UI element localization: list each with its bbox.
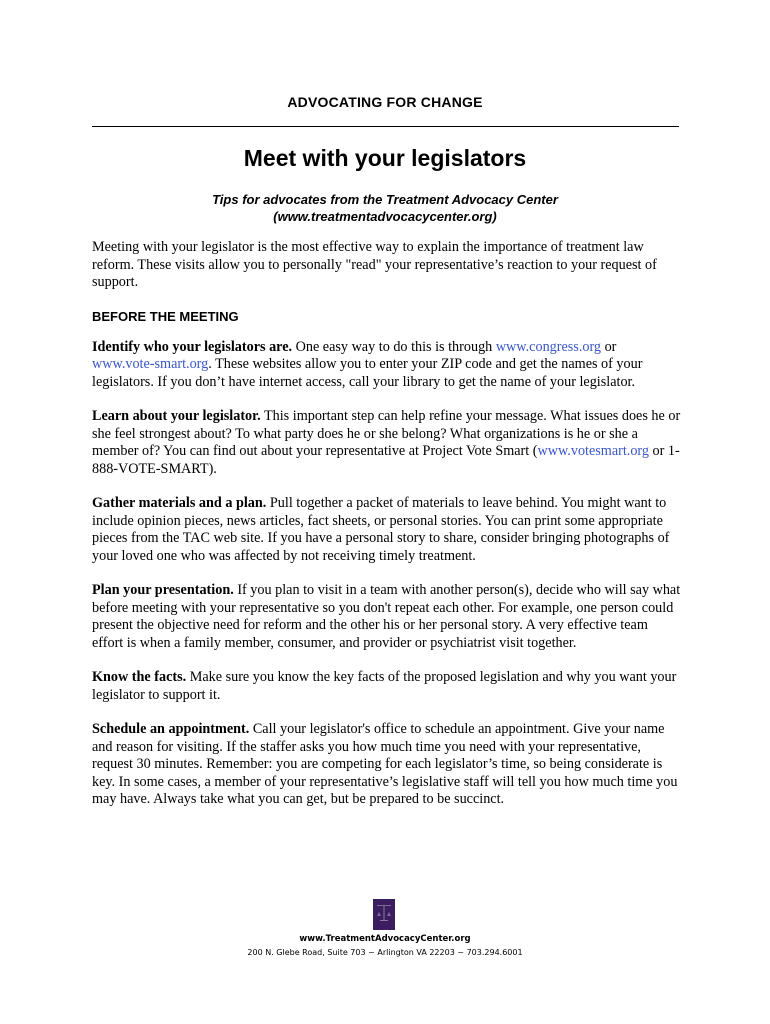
learn-text-2: or 1-888-VOTE-SMART). — [92, 443, 680, 477]
learn-text-1: This important step can help refine your message. What issues does he or she feel strongest about? To what party does he or she belong? What organizations is he or she a member of? You can find out about your representative at Project Vote Smart ( — [92, 408, 681, 459]
schedule-paragraph — [92, 721, 682, 809]
know-lead: Know the facts. — [92, 669, 187, 685]
section-header: ADVOCATING FOR CHANGE — [287, 94, 483, 110]
gather-paragraph — [92, 495, 682, 565]
votesmart-link[interactable]: www.votesmart.org — [537, 443, 649, 459]
footer-website[interactable]: www.TreatmentAdvocacyCenter.org — [299, 934, 471, 944]
gather-text: Pull together a packet of materials to leave behind. You might want to include opinion pieces, news articles, fact sheets, or personal stories. You can print some appropriate pieces from the TAC web site. If you have a personal story to share, consider bringing photographs of your loved one who was affected by not receiving timely treatment. — [92, 495, 670, 564]
congress-link[interactable]: www.congress.org — [495, 338, 602, 355]
footer — [92, 933, 678, 959]
schedule-lead: Schedule an appointment. — [92, 721, 250, 737]
identify-text-1: One easy way to do this is through — [292, 338, 496, 355]
plan-text: If you plan to visit in a team with another person(s), decide who will say what before meeting with your representative so you don't repeat each other. For example, one person could present the objective need for reform and the other his or her personal story. A very effective team effort is when a family member, consumer, and provider or psychiatrist visit together. — [92, 582, 681, 651]
identify-text-2: or — [601, 338, 617, 355]
tac-logo-icon — [373, 899, 395, 930]
intro-paragraph: Meeting with your legislator is the most effective way to explain the importance of treatment law reform. These visits allow you to personally "read" your representative’s reaction to your request of support. — [92, 239, 657, 290]
body-text — [92, 239, 682, 826]
subtitle-line-2: (www.treatmentadvocacycenter.org) — [273, 209, 497, 224]
know-paragraph — [92, 669, 682, 704]
subtitle-line-1: Tips for advocates from the Treatment Advocacy Center — [212, 192, 558, 207]
header-rule — [92, 126, 679, 127]
schedule-text: Call your legislator's office to schedule an appointment. Give your name and reason for visiting. If the staffer asks you how much time you need with your representative, request 30 minutes. Remember: you are competing for each legislator’s time, so being considerate is key. In some cases, a member of your representative’s legislative staff will tell you how much time you may have. Always take what you can get, but be prepared to be succinct. — [92, 721, 678, 807]
identify-text-3: . These websites allow you to enter your ZIP code and get the names of your legislators. If you don’t have internet access, call your library to get the name of your legislator. — [92, 356, 643, 390]
plan-paragraph — [92, 582, 682, 652]
identify-lead: Identify who your legislators are. — [92, 338, 293, 355]
before-meeting-heading: BEFORE THE MEETING — [92, 308, 239, 324]
footer-address: 200 N. Glebe Road, Suite 703 ~ Arlington VA 22203 ~ 703.294.6001 — [247, 948, 523, 957]
plan-lead: Plan your presentation. — [92, 582, 234, 598]
learn-lead: Learn about your legislator. — [92, 408, 261, 424]
learn-paragraph — [92, 408, 682, 478]
subtitle — [92, 191, 678, 225]
identify-paragraph — [92, 339, 682, 392]
gather-lead: Gather materials and a plan. — [92, 495, 267, 511]
vote-smart-link[interactable]: www.vote-smart.org — [92, 356, 209, 372]
page-title: Meet with your legislators — [243, 145, 527, 171]
know-text: Make sure you know the key facts of the proposed legislation and why you want your legislator to support it. — [92, 669, 677, 703]
